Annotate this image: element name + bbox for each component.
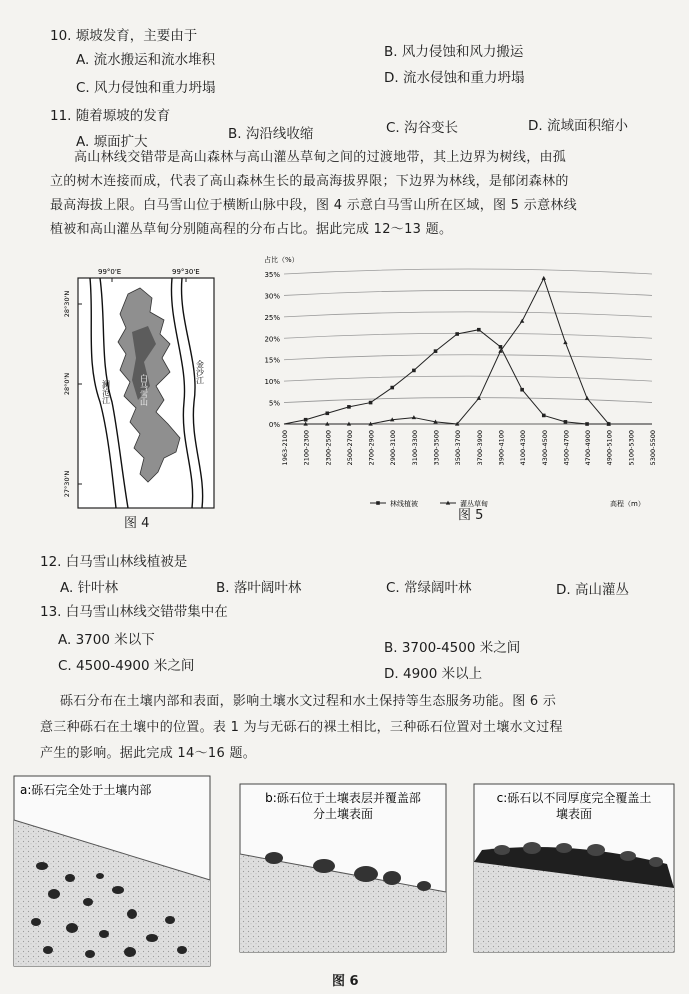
x-tick-label: 2100-2300	[302, 430, 311, 466]
gridline	[284, 269, 652, 274]
y-tick-label: 30%	[264, 292, 280, 301]
x-tick-label: 2900-3100	[389, 430, 398, 466]
figure-5-caption: 图 5	[458, 508, 484, 523]
passage2-line: 砾石分布在土壤内部和表面，影响土壤水文过程和水土保持等生态服务功能。图 6 示	[60, 694, 557, 709]
q10-option-d: D. 流水侵蚀和重力坍塌	[384, 70, 525, 86]
data-point	[542, 414, 546, 418]
data-point	[304, 418, 308, 422]
gridline	[284, 355, 652, 360]
q13-option-b: B. 3700-4500 米之间	[384, 640, 521, 656]
q12-option-c: C. 常绿阔叶林	[386, 580, 472, 596]
q12-option-b: B. 落叶阔叶林	[216, 580, 302, 596]
data-point	[542, 276, 546, 280]
figure-4-caption: 图 4	[124, 516, 150, 531]
data-point	[477, 328, 481, 332]
data-point	[390, 386, 394, 390]
panel-a	[14, 776, 210, 966]
x-axis-label: 高程（m）	[610, 500, 645, 508]
data-point	[585, 422, 589, 426]
x-tick-label: 4900-5100	[605, 430, 614, 466]
panel-a-label: a:砾石完全处于土壤内部	[20, 783, 152, 797]
gridline	[284, 333, 652, 338]
data-point	[325, 411, 329, 415]
data-point	[585, 396, 589, 400]
q13-option-c: C. 4500-4900 米之间	[58, 658, 195, 674]
gridline	[284, 312, 652, 317]
legend-label: 林线植被	[390, 500, 418, 508]
lat-label: 27°30'N	[63, 470, 71, 498]
panel-c-label-line2: 壤表面	[555, 807, 593, 821]
data-point	[563, 340, 567, 344]
q10-option-c: C. 风力侵蚀和重力坍塌	[76, 80, 216, 96]
figure-6-diagram	[12, 770, 680, 990]
data-point	[499, 345, 503, 349]
q11-option-a: A. 塬面扩大	[76, 134, 148, 150]
passage2-line: 产生的影响。据此完成 14～16 题。	[40, 746, 257, 761]
data-point	[455, 332, 459, 336]
x-tick-label: 4500-4700	[562, 430, 571, 466]
gridline	[284, 290, 652, 295]
q10-option-b: B. 风力侵蚀和风力搬运	[384, 44, 524, 60]
mountain-label: 白马雪山	[139, 374, 149, 406]
data-point	[520, 319, 524, 323]
gridline	[284, 376, 652, 381]
x-tick-label: 3300-3500	[432, 430, 441, 466]
x-tick-label: 4100-4300	[519, 430, 528, 466]
q10-option-a: A. 流水搬运和流水堆积	[76, 52, 216, 68]
legend-marker	[376, 501, 380, 505]
figure-5-chart	[250, 248, 670, 518]
x-tick-label: 2500-2700	[345, 430, 354, 466]
x-tick-label: 2300-2500	[324, 430, 333, 466]
x-tick-label: 3700-3900	[475, 430, 484, 466]
x-tick-label: 5100-5300	[627, 430, 636, 466]
data-point	[520, 388, 524, 392]
q11-option-b: B. 沟沿线收缩	[228, 126, 314, 142]
data-point	[412, 369, 416, 373]
passage2-line: 意三种砾石在土壤中的位置。表 1 为与无砾石的裸土相比，三种砾石位置对土壤水文过程	[40, 720, 563, 735]
q11-stem: 11. 随着塬坡的发育	[50, 108, 171, 124]
data-point	[369, 401, 373, 405]
y-tick-label: 5%	[268, 399, 280, 408]
data-point	[412, 415, 416, 419]
gridline	[284, 398, 652, 403]
q13-option-a: A. 3700 米以下	[58, 632, 155, 648]
passage1-line: 立的树木连接而成，代表了高山森林生长的最高海拔界限；下边界为林线，是郁闭森林的	[50, 174, 569, 189]
y-axis-label: 占比（%）	[264, 256, 299, 264]
q12-option-d: D. 高山灌丛	[556, 582, 629, 598]
x-tick-label: 3900-4100	[497, 430, 506, 466]
passage1-line: 高山林线交错带是高山森林与高山灌丛草甸之间的过渡地带，其上边界为树线，由孤	[74, 150, 567, 165]
q12-stem: 12. 白马雪山林线植被是	[40, 554, 188, 570]
q13-option-d: D. 4900 米以上	[384, 666, 483, 682]
lancang-river-label: 澜沧江	[101, 380, 111, 404]
q13-stem: 13. 白马雪山林线交错带集中在	[40, 604, 228, 620]
q10-stem: 10. 塬坡发育，主要由于	[50, 28, 198, 44]
q12-option-a: A. 针叶林	[60, 580, 119, 596]
x-tick-label: 3500-3700	[454, 430, 463, 466]
x-tick-label: 5300-5500	[649, 430, 657, 466]
passage1-line: 最高海拔上限。白马雪山位于横断山脉中段，图 4 示意白马雪山所在区域，图 5 示意林线	[50, 198, 577, 213]
figure-4-map	[60, 262, 220, 512]
series-line-shrub-meadow	[284, 278, 652, 424]
data-point	[347, 405, 351, 409]
lon-label: 99°30'E	[172, 268, 200, 276]
x-tick-label: 1963-2100	[281, 430, 289, 466]
x-tick-label: 4700-4900	[584, 430, 593, 466]
data-point	[564, 420, 568, 424]
y-tick-label: 15%	[264, 356, 280, 365]
x-tick-label: 4300-4500	[540, 430, 549, 466]
y-tick-label: 25%	[264, 313, 280, 322]
lat-label: 28°30'N	[63, 290, 71, 318]
panel-c-label-line1: c:砾石以不同厚度完全覆盖土	[496, 791, 652, 805]
panel-b-label-line2: 分土壤表面	[312, 807, 374, 821]
y-tick-label: 10%	[264, 378, 280, 387]
data-point	[434, 349, 438, 353]
q11-option-c: C. 沟谷变长	[386, 120, 459, 136]
y-tick-label: 20%	[264, 335, 280, 344]
jinsha-river-label: 金沙江	[195, 360, 205, 384]
passage1-line: 植被和高山灌丛草甸分别随高程的分布占比。据此完成 12～13 题。	[50, 222, 453, 237]
lon-label: 99°0'E	[98, 268, 122, 276]
x-tick-label: 3100-3300	[410, 430, 419, 466]
legend-label: 灌丛草甸	[460, 500, 488, 508]
q11-option-d: D. 流域面积缩小	[528, 118, 628, 134]
panel-b-label-line1: b:砾石位于土壤表层并覆盖部	[265, 791, 421, 805]
y-tick-label: 35%	[264, 271, 280, 279]
x-tick-label: 2700-2900	[367, 430, 376, 466]
y-tick-label: 0%	[268, 421, 280, 429]
figure-6-caption: 图 6	[332, 974, 359, 989]
lat-label: 28°0'N	[63, 372, 71, 396]
